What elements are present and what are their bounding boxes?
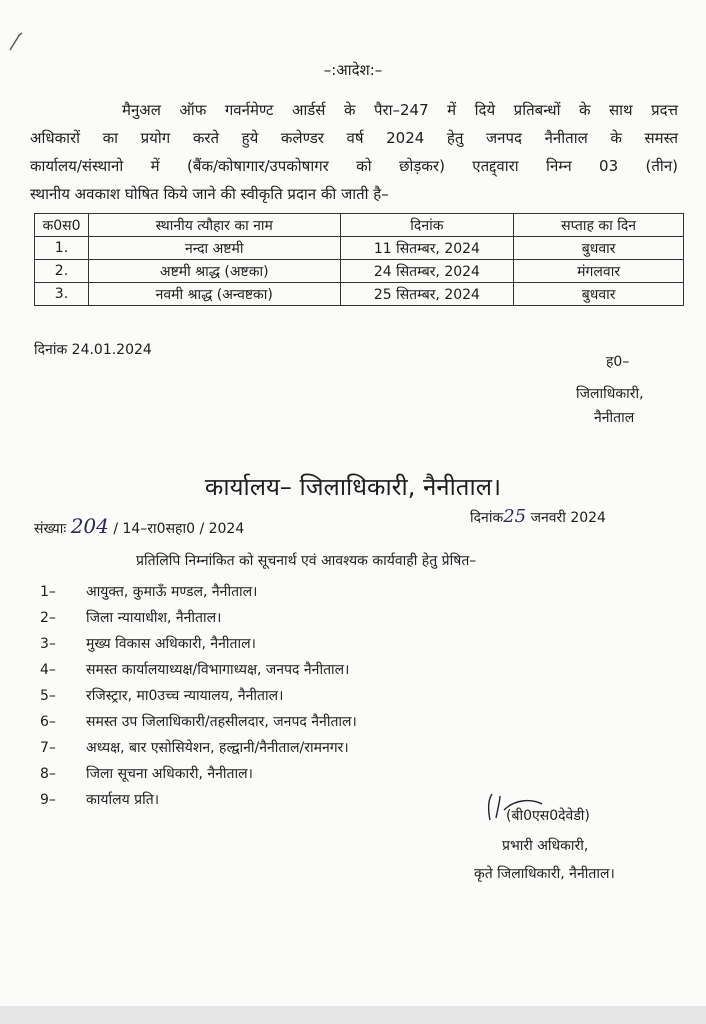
list-item-number: 6– <box>40 714 56 730</box>
cell-weekday: मंगलवार <box>514 260 684 283</box>
list-item-number: 3– <box>40 636 56 652</box>
list-item-number: 5– <box>40 688 56 704</box>
header-weekday: सप्ताह का दिन <box>514 214 684 237</box>
cell-date: 24 सितम्बर, 2024 <box>340 260 514 283</box>
list-item-number: 9– <box>40 792 56 808</box>
list-item-text: अध्यक्ष, बार एसोसियेशन, हल्द्वानी/नैनीताल/रामनगर। <box>86 740 349 756</box>
cell-sno: 3. <box>35 283 89 306</box>
copy-date <box>470 506 606 527</box>
list-item <box>40 634 256 653</box>
cell-sno: 1. <box>35 237 89 260</box>
list-item <box>40 738 349 757</box>
header-festival-name: स्थानीय त्यौहार का नाम <box>88 214 340 237</box>
list-item-number: 4– <box>40 662 56 678</box>
list-item <box>40 582 257 601</box>
reference-suffix: / 14–रा0सहा0 / 2024 <box>113 521 245 537</box>
header-date: दिनांक <box>340 214 514 237</box>
list-item-text: समस्त कार्यालयाध्यक्ष/विभागाध्यक्ष, जनपद नैनीताल। <box>86 662 350 678</box>
list-item-text: आयुक्त, कुमाऊँ मण्डल, नैनीताल। <box>86 584 258 600</box>
signatory-office: कृते जिलाधिकारी, नैनीताल। <box>474 866 615 882</box>
table-header-row <box>35 214 684 237</box>
reference-handwritten-number: 204 <box>70 514 109 538</box>
copy-date-day: 25 <box>503 506 527 527</box>
cell-festival-name: अष्टमी श्राद्ध (अष्टका) <box>88 260 340 283</box>
list-item-number: 8– <box>40 766 56 782</box>
intro-line: मैनुअल ऑफ गवर्नमेण्ट आर्डर्स के पैरा–247 में दिये प्रतिबन्धों के साथ प्रदत्त <box>122 101 678 119</box>
list-item-text: समस्त उप जिलाधिकारी/तहसीलदार, जनपद नैनीताल। <box>86 714 357 730</box>
bottom-bar <box>0 1006 706 1024</box>
order-signoff-place: नैनीताल <box>594 410 635 426</box>
office-title: कार्यालय– जिलाधिकारी, नैनीताल। <box>204 473 502 501</box>
list-item-text: जिला न्यायाधीश, नैनीताल। <box>86 610 222 626</box>
cell-festival-name: नवमी श्राद्ध (अन्वष्टका) <box>88 283 340 306</box>
order-signoff-designation: जिलाधिकारी, <box>576 386 644 402</box>
list-item-text: मुख्य विकास अधिकारी, नैनीताल। <box>86 636 256 652</box>
intro-paragraph <box>30 96 678 208</box>
header-sno: क0स0 <box>35 214 89 237</box>
signatory-role: प्रभारी अधिकारी, <box>502 838 589 854</box>
sd-mark: ह0– <box>606 354 630 370</box>
holiday-table <box>34 213 684 306</box>
table-row <box>35 237 684 260</box>
list-item <box>40 608 221 627</box>
reference-number <box>34 514 244 538</box>
list-item <box>40 790 159 809</box>
list-item <box>40 660 350 679</box>
intro-line: अधिकारों का प्रयोग करते हुये कलेण्डर वर्ष 2024 हेतु जनपद नैनीताल के समस्त <box>30 129 678 147</box>
intro-line: कार्यालय/संस्थानो में (बैंक/कोषागार/उपकोषागर को छोड़कर) एतद्द्वारा निम्न 03 (तीन) <box>30 157 678 175</box>
list-item-text: जिला सूचना अधिकारी, नैनीताल। <box>86 766 253 782</box>
signatory-name: (बी0एस0देवेडी) <box>506 808 590 824</box>
list-item-number: 7– <box>40 740 56 756</box>
list-item <box>40 764 253 783</box>
order-date: दिनांक 24.01.2024 <box>34 342 152 358</box>
cell-date: 11 सितम्बर, 2024 <box>340 237 514 260</box>
list-item-text: रजिस्ट्रार, मा0उच्च न्यायालय, नैनीताल। <box>86 688 284 704</box>
order-heading: –:आदेश:– <box>323 61 383 79</box>
copy-date-rest: जनवरी 2024 <box>530 510 606 526</box>
list-item-text: कार्यालय प्रति। <box>86 792 160 808</box>
copy-date-label: दिनांक <box>470 510 504 526</box>
list-item <box>40 712 357 731</box>
cell-weekday: बुधवार <box>514 283 684 306</box>
cell-festival-name: नन्दा अष्टमी <box>88 237 340 260</box>
copy-intro: प्रतिलिपि निम्नांकित को सूचनार्थ एवं आवश्यक कार्यवाही हेतु प्रेषित– <box>136 553 477 569</box>
table-row <box>35 260 684 283</box>
reference-label: संख्याः <box>34 521 67 537</box>
cell-sno: 2. <box>35 260 89 283</box>
list-item-number: 1– <box>40 584 56 600</box>
list-item-number: 2– <box>40 610 56 626</box>
intro-line: स्थानीय अवकाश घोषित किये जाने की स्वीकृति प्रदान की जाती है– <box>30 185 389 203</box>
table-row <box>35 283 684 306</box>
cell-date: 25 सितम्बर, 2024 <box>340 283 514 306</box>
cell-weekday: बुधवार <box>514 237 684 260</box>
pen-mark-icon <box>6 30 26 52</box>
list-item <box>40 686 283 705</box>
